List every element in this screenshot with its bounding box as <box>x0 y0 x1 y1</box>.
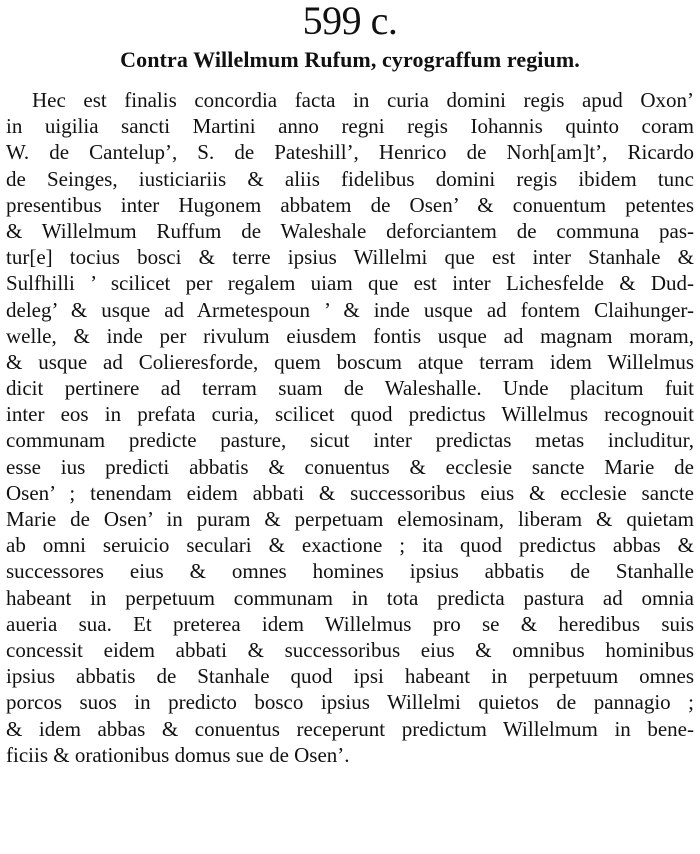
text-line: & Willelmum Ruffum de Waleshale deforciantem de communa pas- <box>6 218 694 243</box>
text-line: ficiis & orationibus domus sue de Osen’. <box>6 742 350 767</box>
text-line: & idem abbas & conuentus receperunt predictum Willelmum in bene- <box>6 716 694 741</box>
text-line: presentibus inter Hugonem abbatem de Osen’ & conuentum petentes <box>6 192 694 217</box>
text-line: concessit eidem abbati & successoribus eius & omnibus hominibus <box>6 637 694 662</box>
text-line: de Seinges, iusticiariis & aliis fidelibus domini regis ibidem tunc <box>6 166 694 191</box>
text-line: inter eos in prefata curia, scilicet quod predictus Willelmus recognouit <box>6 402 694 427</box>
text-line: ipsius abbatis de Stanhale quod ipsi habeant in perpetuum omnes <box>6 664 694 689</box>
text-line: communam predicte pasture, sicut inter predictas metas includitur, <box>6 428 694 453</box>
text-line: W. de Cantelup’, S. de Pateshill’, Henrico de Norh[am]t’, Ricardo <box>6 140 694 165</box>
text-line: porcos suos in predicto bosco ipsius Willelmi quietos de pannagio ; <box>6 690 694 715</box>
document-number: 599 c. <box>302 0 398 43</box>
text-line: esse ius predicti abbatis & conuentus & ecclesie sancte Marie de <box>6 454 694 479</box>
text-line: habeant in perpetuum communam in tota predicta pastura ad omnia <box>6 585 694 610</box>
text-line: welle, & inde per rivulum eiusdem fontis usque ad magnam moram, <box>6 323 694 348</box>
document-body <box>6 87 694 768</box>
text-line: dicit pertinere ad terram suam de Waleshalle. Unde placitum fuit <box>6 376 694 401</box>
text-line: & usque ad Colieresforde, quem boscum atque terram idem Willelmus <box>6 349 694 374</box>
text-line: Sulfhilli ’ scilicet per regalem uiam que est inter Lichesfelde & Dud- <box>6 271 694 296</box>
text-line: successores eius & omnes homines ipsius abbatis de Stanhalle <box>6 559 694 584</box>
text-line: aueria sua. Et preterea idem Willelmus pro se & heredibus suis <box>6 611 694 636</box>
text-line: tur[e] tocius bosci & terre ipsius Willelmi que est inter Stanhale & <box>6 245 694 270</box>
text-line: Osen’ ; tenendam eidem abbati & successoribus eius & ecclesie sancte <box>6 480 694 505</box>
text-line: Hec est finalis concordia facta in curia domini regis apud Oxon’ <box>32 88 694 112</box>
text-line: Marie de Osen’ in puram & perpetuam elemosinam, liberam & quietam <box>6 507 694 531</box>
document-title: Contra Willelmum Rufum, cyrograffum regium. <box>120 47 580 72</box>
text-line: ab omni seruicio seculari & exactione ; ita quod predictus abbas & <box>6 533 694 558</box>
text-line: in uigilia sancti Martini anno regni regis Iohannis quinto coram <box>6 114 694 139</box>
text-line: deleg’ & usque ad Armetespoun ’ & inde usque ad fontem Claihunger- <box>6 297 694 322</box>
